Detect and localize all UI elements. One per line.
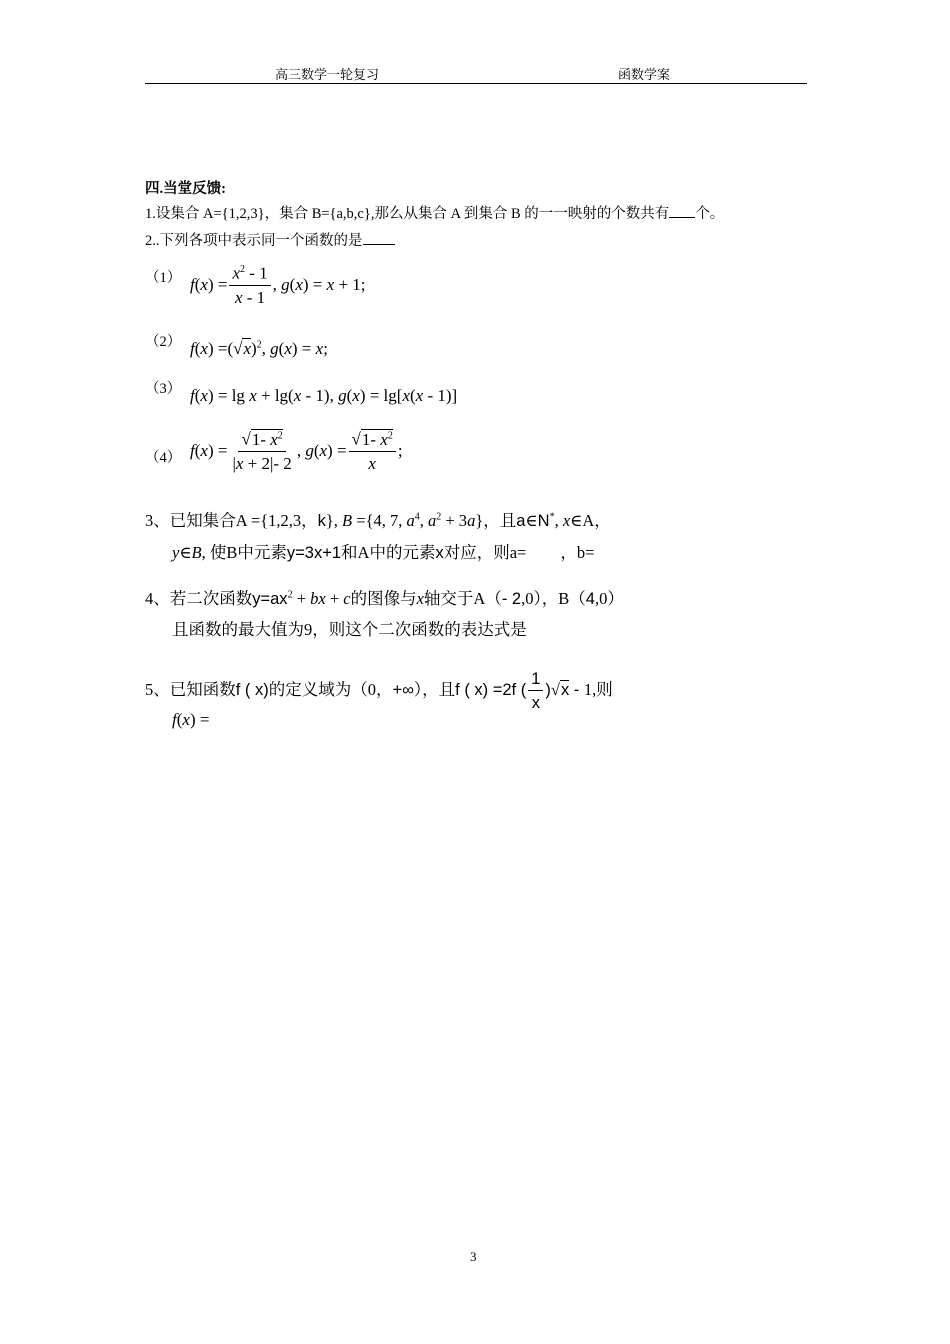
header-rule xyxy=(145,83,807,84)
question-1-tail: 个。 xyxy=(695,206,725,222)
question-2-text: 2..下列各项中表示同一个函数的是 xyxy=(145,233,363,249)
question-2 xyxy=(145,229,395,250)
question-1 xyxy=(145,202,724,223)
answer-blank xyxy=(669,203,695,218)
option-3-label: （3） xyxy=(145,381,182,397)
header-right: 函数学案 xyxy=(618,67,671,82)
question-1-text: 1.设集合 A={1,2,3}，集合 B={a,b,c},那么从集合 A 到集合 B 的一一映射的个数共有 xyxy=(145,206,670,222)
page-number: 3 xyxy=(470,1249,477,1264)
question-4-line1: 4、若二次函数$y=ax^2$ + bx + c的图像与x轴交于A（- 2,0），B（4,0） xyxy=(145,589,624,608)
section-title: 四.当堂反馈: xyxy=(145,181,226,197)
option-3-formula: f(x) = lg x + lg(x - 1), g(x) = lg[x(x - 1)] xyxy=(190,386,458,405)
option-2-formula: $f(x) =(√x)^2$, g(x) = x; xyxy=(190,339,328,358)
option-4-formula: f(x) = $\frac{√1- x^2}{|x + 2|- 2}$ , g(x) = $\frac{√1- x^2}{x}$ ; xyxy=(190,429,403,474)
option-4-label: （4） xyxy=(145,450,182,466)
answer-blank xyxy=(363,230,395,245)
option-2-label: （2） xyxy=(145,334,182,350)
question-3-line1: 3、已知集合A ={1,2,3，k}, B ={4, 7, $a^4$, $a^2 + 3a$}，且a∈N*, x∈A， xyxy=(145,511,611,530)
question-3-line2: y∈B, 使B中元素y=3x+1和A中的元素x对应，则a= ，b= xyxy=(172,543,595,562)
option-1-label: （1） xyxy=(145,270,182,286)
option-1-formula: f(x) = $\frac{x^2 - 1}{x - 1}$ , g(x) = x + 1; xyxy=(190,263,366,308)
question-5-line1: 5、已知函数f ( x)的定义域为（0，+∞），且f ( x) =2f ( $\frac{1}{x}$ )√x - 1,则 xyxy=(145,670,613,713)
header-left: 高三数学一轮复习 xyxy=(275,67,380,82)
question-4-line2: 且函数的最大值为9，则这个二次函数的表达式是 xyxy=(172,620,527,639)
question-5-line2: f(x) = xyxy=(172,710,210,729)
